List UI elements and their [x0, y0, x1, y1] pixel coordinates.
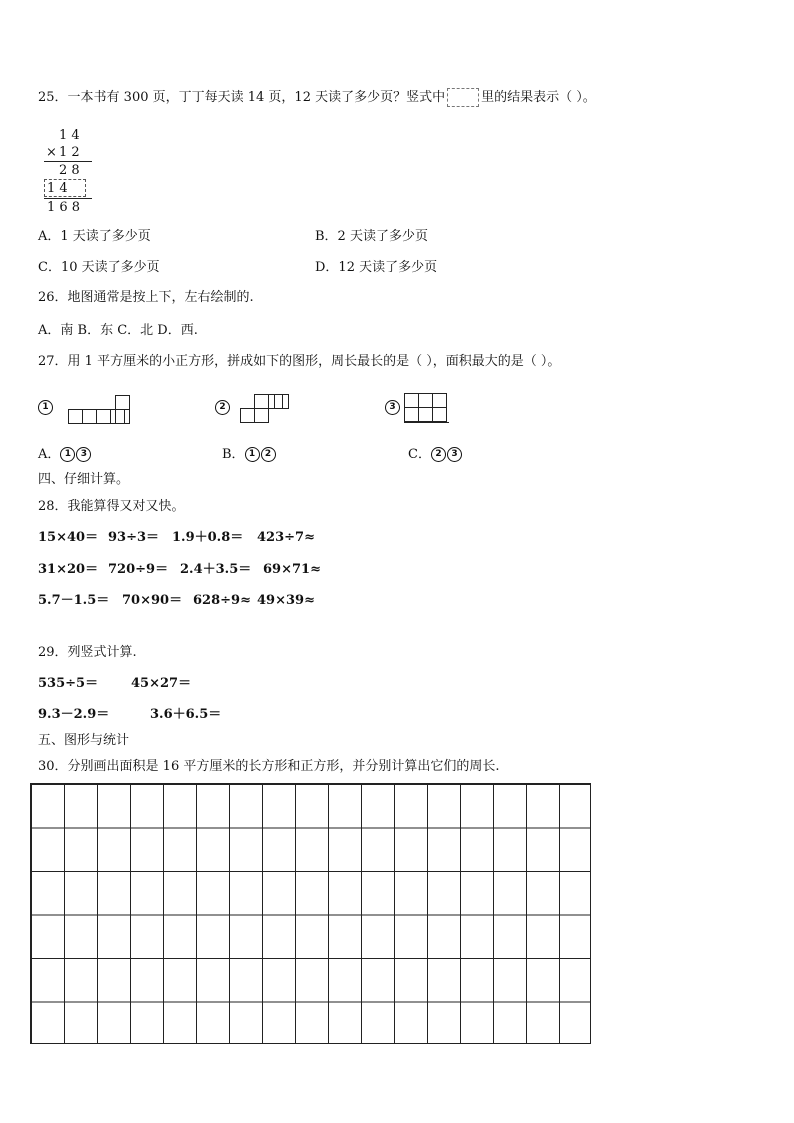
q25-answer-box-marker — [447, 88, 479, 107]
q28-item: 5.7－1.5＝ — [38, 593, 110, 608]
q27-option-c[interactable]: C． 2 3 — [408, 446, 463, 464]
q29-item: 45×27＝ — [131, 676, 192, 691]
q27-stem: 27．用 1 平方厘米的小正方形，拼成如下的图形，周长最长的是（ ），面积最大的是（ ）。 — [38, 354, 561, 369]
square-cell — [96, 409, 111, 424]
vert-row-4: 1 4 — [47, 181, 68, 196]
q29-item: 9.3－2.9＝ — [38, 707, 110, 722]
square-cell — [254, 408, 269, 423]
q27-option-a[interactable]: A． 1 3 — [38, 446, 92, 464]
q28-stem: 28．我能算得又对又快。 — [38, 499, 185, 514]
q28-item: 93÷3＝ — [108, 530, 160, 545]
q25-text-before: 25．一本书有 300 页，丁丁每天读 14 页，12 天读了多少页？竖式中 — [38, 90, 446, 105]
square-cell — [404, 407, 419, 422]
drawing-grid[interactable] — [30, 783, 591, 1044]
q27-figure-3 — [385, 393, 465, 427]
square-cell — [404, 393, 419, 408]
vert-row-3: 2 8 — [59, 163, 80, 178]
q29-item: 535÷5＝ — [38, 676, 99, 691]
square-cell — [240, 408, 255, 423]
square-cell — [432, 407, 447, 422]
q28-item: 15×40＝ — [38, 530, 99, 545]
q28-item: 70×90＝ — [122, 593, 183, 608]
circled-number: 3 — [447, 447, 462, 462]
q29-stem: 29．列竖式计算. — [38, 645, 137, 660]
circled-number: 3 — [76, 447, 91, 462]
square-cell — [82, 409, 97, 424]
q25-option-b[interactable]: B．2 天读了多少页 — [315, 229, 428, 244]
square-cell — [418, 393, 433, 408]
circled-number: 2 — [431, 447, 446, 462]
q28-item: 69×71≈ — [263, 562, 321, 577]
circled-number-1: 1 — [38, 400, 53, 415]
q27-figure-2 — [215, 391, 295, 425]
square-cell — [115, 395, 130, 410]
q28-item: 628÷9≈ — [193, 593, 251, 608]
circled-number: 1 — [245, 447, 260, 462]
section-5-heading: 五、图形与统计 — [38, 733, 130, 748]
circled-number: 2 — [261, 447, 276, 462]
circled-number-3: 3 — [385, 400, 400, 415]
circled-number-2: 2 — [215, 400, 230, 415]
q26-options[interactable]: A．南 B．东 C．北 D．西. — [38, 323, 198, 338]
q27-option-b[interactable]: B． 1 2 — [222, 446, 277, 464]
vert-row-2: × 1 2 — [46, 145, 80, 160]
q28-item: 1.9＋0.8＝ — [172, 530, 244, 545]
q28-item: 423÷7≈ — [257, 530, 315, 545]
q25-option-c[interactable]: C．10 天读了多少页 — [38, 260, 160, 275]
square-cell — [254, 394, 269, 409]
q28-item: 49×39≈ — [257, 593, 315, 608]
base-line — [404, 422, 449, 423]
q28-item: 2.4＋3.5＝ — [180, 562, 252, 577]
q25-option-d[interactable]: D．12 天读了多少页 — [315, 260, 438, 275]
q25-text-after: 里的结果表示（ ）。 — [481, 90, 596, 105]
q25-option-a[interactable]: A．1 天读了多少页 — [38, 229, 151, 244]
square-cell — [432, 393, 447, 408]
q29-item: 3.6＋6.5＝ — [150, 707, 222, 722]
square-cell — [274, 394, 289, 409]
section-4-heading: 四、仔细计算。 — [38, 472, 130, 487]
square-cell — [68, 409, 83, 424]
q28-item: 720÷9＝ — [108, 562, 169, 577]
square-cell — [418, 407, 433, 422]
q25-stem — [38, 88, 596, 107]
vert-row-5: 1 6 8 — [47, 200, 81, 215]
vert-row-1: 1 4 — [59, 128, 80, 143]
q28-item: 31×20＝ — [38, 562, 99, 577]
q27-figure-1 — [38, 393, 138, 427]
q26-stem: 26．地图通常是按上下，左右绘制的. — [38, 290, 254, 305]
q30-stem: 30．分别画出面积是 16 平方厘米的长方形和正方形，并分别计算出它们的周长. — [38, 759, 500, 774]
square-cell — [115, 409, 130, 424]
circled-number: 1 — [60, 447, 75, 462]
